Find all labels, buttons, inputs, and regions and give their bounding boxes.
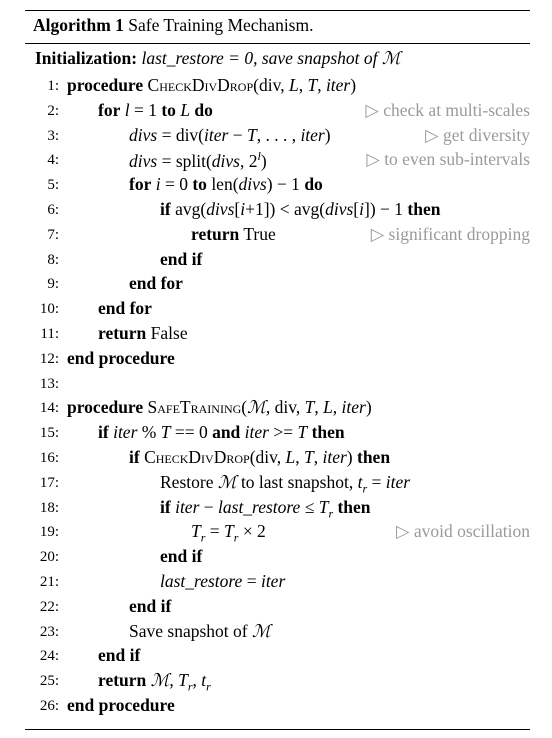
algorithm-line <box>25 521 530 545</box>
line-code: return ℳ, $T_r$, $t_r$ <box>98 670 211 694</box>
line-comment: ▷ get diversity <box>425 124 530 145</box>
line-code: procedure SafeTraining(ℳ, div, T, L, iter) <box>67 397 372 418</box>
bottom-rule <box>25 729 530 730</box>
line-comment: ▷ check at multi-scales <box>365 99 530 120</box>
initialization-text: last_restore = 0, save snapshot of ℳ <box>141 48 401 68</box>
line-number: 21: <box>39 574 59 590</box>
line-code: for i = 0 to len(divs) − 1 do <box>129 174 323 195</box>
algorithm-line <box>25 75 530 99</box>
algorithm-title <box>33 15 313 36</box>
line-code: procedure CheckDivDrop(div, L, T, iter) <box>67 75 357 95</box>
line-number: 10: <box>39 301 59 318</box>
line-number: 19: <box>39 524 59 541</box>
line-code: last_restore = iter <box>160 571 286 591</box>
algorithm-name: Safe Training Mechanism. <box>128 15 314 35</box>
algorithm-line <box>25 497 530 521</box>
line-code: divs = split(divs, 2$^l$) <box>129 149 267 172</box>
line-code: if iter % T == 0 and iter >= T then <box>98 422 345 443</box>
line-number: 25: <box>39 673 59 690</box>
line-code: for l = 1 to L do <box>98 99 213 120</box>
line-comment: ▷ to even sub-intervals <box>366 149 530 170</box>
algorithm-line <box>25 695 530 719</box>
algorithm-label: Algorithm 1 <box>33 15 124 35</box>
line-code: return False <box>98 323 188 343</box>
algorithm-line <box>25 472 530 496</box>
line-comment: ▷ significant dropping <box>370 223 530 244</box>
algorithm-line <box>25 422 530 446</box>
line-number: 26: <box>39 698 59 714</box>
line-number: 22: <box>39 598 59 615</box>
line-code: end if <box>129 595 172 616</box>
line-number: 24: <box>39 648 59 665</box>
algorithm-line <box>25 199 530 223</box>
initialization-line <box>35 48 401 69</box>
line-code: return True <box>191 223 276 244</box>
line-number: 17: <box>39 474 59 491</box>
algorithm-line <box>25 224 530 248</box>
line-comment: ▷ avoid oscillation <box>396 521 530 542</box>
line-number: 3: <box>47 127 59 144</box>
line-code: end if <box>160 248 203 269</box>
algorithm-line <box>25 571 530 595</box>
algorithm-line <box>25 546 530 570</box>
line-number: 16: <box>39 450 59 466</box>
line-number: 6: <box>47 202 59 218</box>
line-number: 2: <box>47 102 59 119</box>
line-code: end for <box>129 273 183 294</box>
algorithm-line <box>25 149 530 173</box>
line-number: 9: <box>47 276 59 293</box>
algorithm-line <box>25 621 530 645</box>
algorithm-line <box>25 645 530 669</box>
line-code: end for <box>98 298 152 319</box>
line-number: 4: <box>47 152 59 169</box>
line-code: Restore ℳ to last snapshot, $t_r$ = iter <box>160 471 411 496</box>
algorithm-line <box>25 323 530 347</box>
algorithm-line <box>25 125 530 149</box>
line-number: 15: <box>39 425 59 442</box>
line-number: 7: <box>47 226 59 243</box>
algorithm-line <box>25 397 530 421</box>
line-code: end if <box>98 645 141 666</box>
line-number: 14: <box>39 400 59 417</box>
line-code: end procedure <box>67 347 175 368</box>
line-code: if avg(divs[i+1]) < avg(divs[i]) − 1 then <box>160 199 441 219</box>
algorithm-line <box>25 596 530 620</box>
line-number: 13: <box>39 375 59 392</box>
line-code: Save snapshot of ℳ <box>129 620 271 641</box>
line-number: 1: <box>47 78 59 94</box>
line-number: 20: <box>39 549 59 566</box>
line-number: 5: <box>47 177 59 194</box>
top-rule <box>25 10 530 11</box>
algorithm-line <box>25 670 530 694</box>
line-number: 12: <box>39 350 59 367</box>
algorithm-line <box>25 447 530 471</box>
line-number: 11: <box>40 326 59 342</box>
line-code: divs = div(iter − T, . . . , iter) <box>129 124 331 145</box>
line-code: end if <box>160 546 203 567</box>
line-code: end procedure <box>67 695 175 715</box>
algorithm-line <box>25 249 530 273</box>
line-code: if CheckDivDrop(div, L, T, iter) then <box>129 447 391 467</box>
line-number: 8: <box>47 251 59 268</box>
algorithm-line <box>25 174 530 198</box>
algorithm-line <box>25 100 530 124</box>
initialization-keyword: Initialization: <box>35 48 138 68</box>
line-code: if iter − last_restore ≤ $T_r$ then <box>160 496 371 521</box>
line-number: 18: <box>39 499 59 516</box>
algorithm-line <box>25 348 530 372</box>
line-number: 23: <box>39 623 59 640</box>
line-code: $T_r = T_r \times 2$ <box>191 521 266 545</box>
title-rule <box>25 43 530 44</box>
algorithm-line <box>25 298 530 322</box>
algorithm-line <box>25 373 530 397</box>
algorithm-line <box>25 273 530 297</box>
